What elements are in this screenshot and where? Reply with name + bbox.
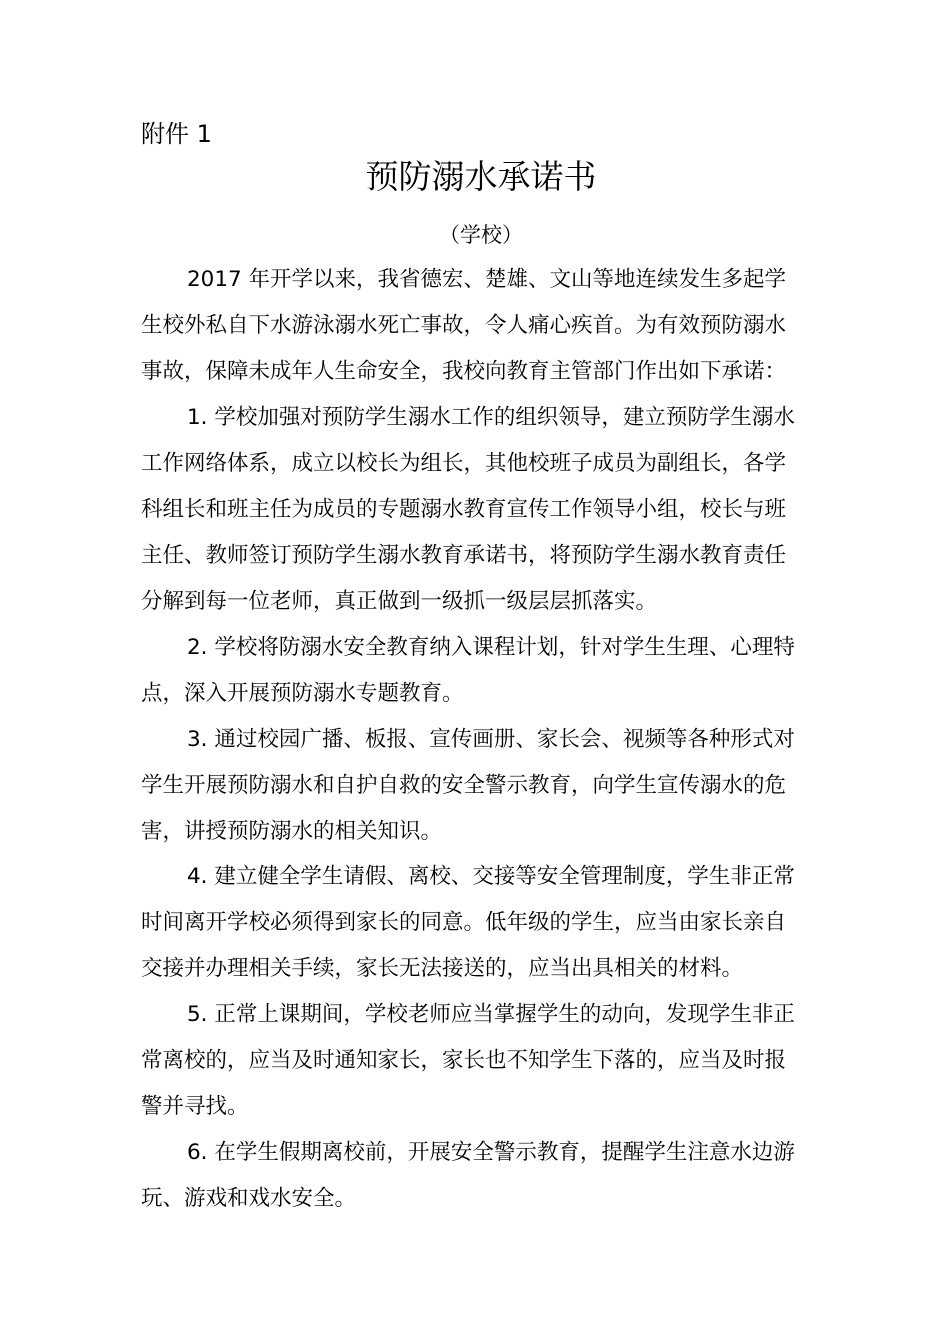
paragraph-line: 常离校的，应当及时通知家长，家长也不知学生下落的，应当及时报 (141, 1048, 787, 1073)
paragraph-line: 2. 学校将防溺水安全教育纳入课程计划，针对学生生理、心理特 (187, 635, 795, 660)
paragraph-line: 4. 建立健全学生请假、离校、交接等安全管理制度，学生非正常 (187, 864, 795, 889)
paragraph-line: 事故，保障未成年人生命安全，我校向教育主管部门作出如下承诺： (141, 359, 787, 384)
paragraph-line: 警并寻找。 (141, 1094, 249, 1119)
paragraph-line: 5. 正常上课期间，学校老师应当掌握学生的动向，发现学生非正 (187, 1002, 795, 1027)
attachment-label: 附件 1 (141, 120, 212, 148)
paragraph-line: 工作网络体系，成立以校长为组长，其他校班子成员为副组长，各学 (141, 451, 787, 476)
document-subtitle: （学校） (439, 223, 523, 247)
paragraph-line: 学生开展预防溺水和自护自救的安全警示教育，向学生宣传溺水的危 (141, 773, 787, 798)
paragraph-line: 生校外私自下水游泳溺水死亡事故，令人痛心疾首。为有效预防溺水 (141, 313, 787, 338)
paragraph-line: 科组长和班主任为成员的专题溺水教育宣传工作领导小组，校长与班 (141, 497, 787, 522)
paragraph-line: 时间离开学校必须得到家长的同意。低年级的学生，应当由家长亲自 (141, 910, 787, 935)
paragraph-line: 害，讲授预防溺水的相关知识。 (141, 819, 443, 844)
paragraph-line: 3. 通过校园广播、板报、宣传画册、家长会、视频等各种形式对 (187, 727, 795, 752)
paragraph-line: 点，深入开展预防溺水专题教育。 (141, 681, 464, 706)
paragraph-line: 2017 年开学以来，我省德宏、楚雄、文山等地连续发生多起学 (187, 267, 787, 292)
paragraph-line: 玩、游戏和戏水安全。 (141, 1186, 357, 1211)
paragraph-line: 交接并办理相关手续，家长无法接送的，应当出具相关的材料。 (141, 956, 744, 981)
document-title: 预防溺水承诺书 (365, 157, 597, 196)
paragraph-line: 6. 在学生假期离校前，开展安全警示教育，提醒学生注意水边游 (187, 1140, 795, 1165)
paragraph-line: 1. 学校加强对预防学生溺水工作的组织领导，建立预防学生溺水 (187, 405, 795, 430)
paragraph-line: 主任、教师签订预防学生溺水教育承诺书，将预防学生溺水教育责任 (141, 543, 787, 568)
paragraph-line: 分解到每一位老师，真正做到一级抓一级层层抓落实。 (141, 589, 658, 614)
